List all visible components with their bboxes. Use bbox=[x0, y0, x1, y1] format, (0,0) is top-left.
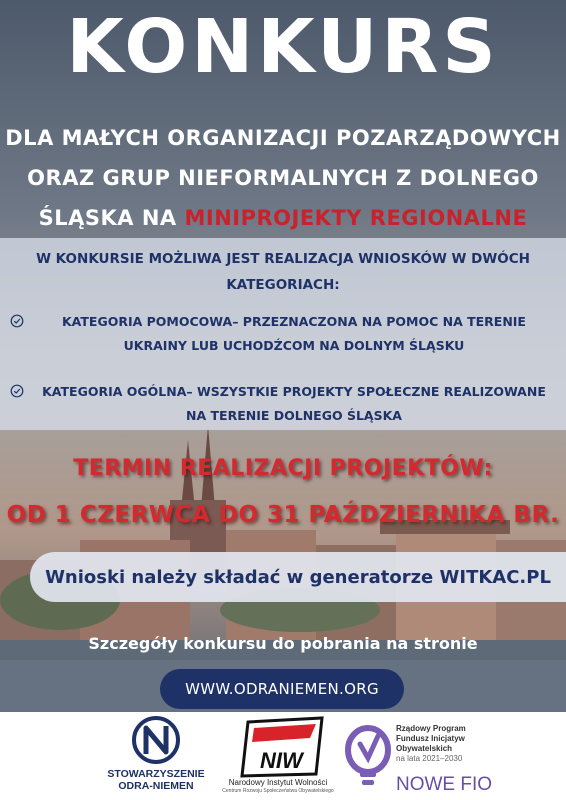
check-circle-icon bbox=[10, 314, 24, 328]
subtitle-highlight: MINIPROJEKTY REGIONALNE bbox=[184, 206, 528, 230]
category-item bbox=[10, 310, 556, 358]
fio-line-3: Obywatelskich bbox=[396, 744, 453, 753]
fio-line-2: Fundusz Inicjatyw bbox=[396, 734, 465, 743]
fio-brand: NOWE FIO bbox=[396, 774, 493, 795]
check-circle-icon bbox=[10, 384, 24, 398]
subtitle-line-2: ORAZ GRUP NIEFORMALNYCH Z DOLNEGO bbox=[27, 166, 539, 190]
subtitle-line-1: DLA MAŁYCH ORGANIZACJI POZARZĄDOWYCH bbox=[5, 126, 561, 150]
nowe-fio-logo bbox=[342, 714, 522, 798]
fio-program-text bbox=[396, 724, 522, 764]
category-pomocowa-text: KATEGORIA POMOCOWA– PRZEZNACZONA NA POMOC NA TERENIE UKRAINY LUB UCHODŹCOM NA DOLNYM ŚLĄSKU bbox=[62, 314, 526, 353]
subtitle-line-3-prefix: ŚLĄSKA NA bbox=[38, 206, 177, 230]
categories-intro: W KONKURSIE MOŻLIWA JEST REALIZACJA WNIOSKÓW W DWÓCH KATEGORIACH: bbox=[36, 251, 530, 293]
niw-emblem-icon bbox=[218, 714, 338, 778]
odra-niemen-line-1: STOWARZYSZENIE bbox=[107, 768, 205, 780]
fio-line-4: na lata 2021–2030 bbox=[396, 754, 463, 763]
odra-niemen-emblem-icon bbox=[102, 714, 210, 768]
category-item bbox=[10, 380, 556, 428]
fio-lightbulb-icon bbox=[342, 714, 394, 798]
deadline-line-1: TERMIN REALIZACJI PROJEKTÓW: bbox=[73, 456, 493, 481]
fio-line-1: Rządowy Program bbox=[396, 724, 466, 733]
niw-subtitle: Centrum Rozwoju Społeczeństwa Obywatelskiego bbox=[222, 788, 334, 794]
odra-niemen-logo bbox=[102, 714, 210, 798]
odra-niemen-caption bbox=[102, 768, 210, 792]
svg-text:NIW: NIW bbox=[260, 748, 303, 773]
niw-name: Narodowy Instytut Wolności bbox=[228, 778, 328, 787]
subtitle-line-3 bbox=[0, 198, 566, 238]
deadline-block bbox=[0, 446, 566, 538]
poster-title: KONKURS bbox=[66, 4, 500, 90]
odra-niemen-line-2: ODRA-NIEMEN bbox=[118, 780, 194, 792]
website-link[interactable]: WWW.ODRANIEMEN.ORG bbox=[160, 669, 404, 709]
generator-text: Wnioski należy składać w generatorze WITKAC.PL bbox=[45, 566, 551, 588]
details-text: Szczegóły konkursu do pobrania na stronie bbox=[88, 634, 478, 653]
poster-subtitle bbox=[0, 118, 566, 238]
niw-caption bbox=[218, 778, 338, 796]
category-ogolna-text: KATEGORIA OGÓLNA– WSZYSTKIE PROJEKTY SPOŁECZNE REALIZOWANE NA TERENIE DOLNEGO ŚLĄSKA bbox=[42, 384, 546, 423]
deadline-line-2: OD 1 CZERWCA DO 31 PAŹDZIERNIKA BR. bbox=[6, 502, 560, 528]
niw-logo bbox=[218, 714, 338, 798]
